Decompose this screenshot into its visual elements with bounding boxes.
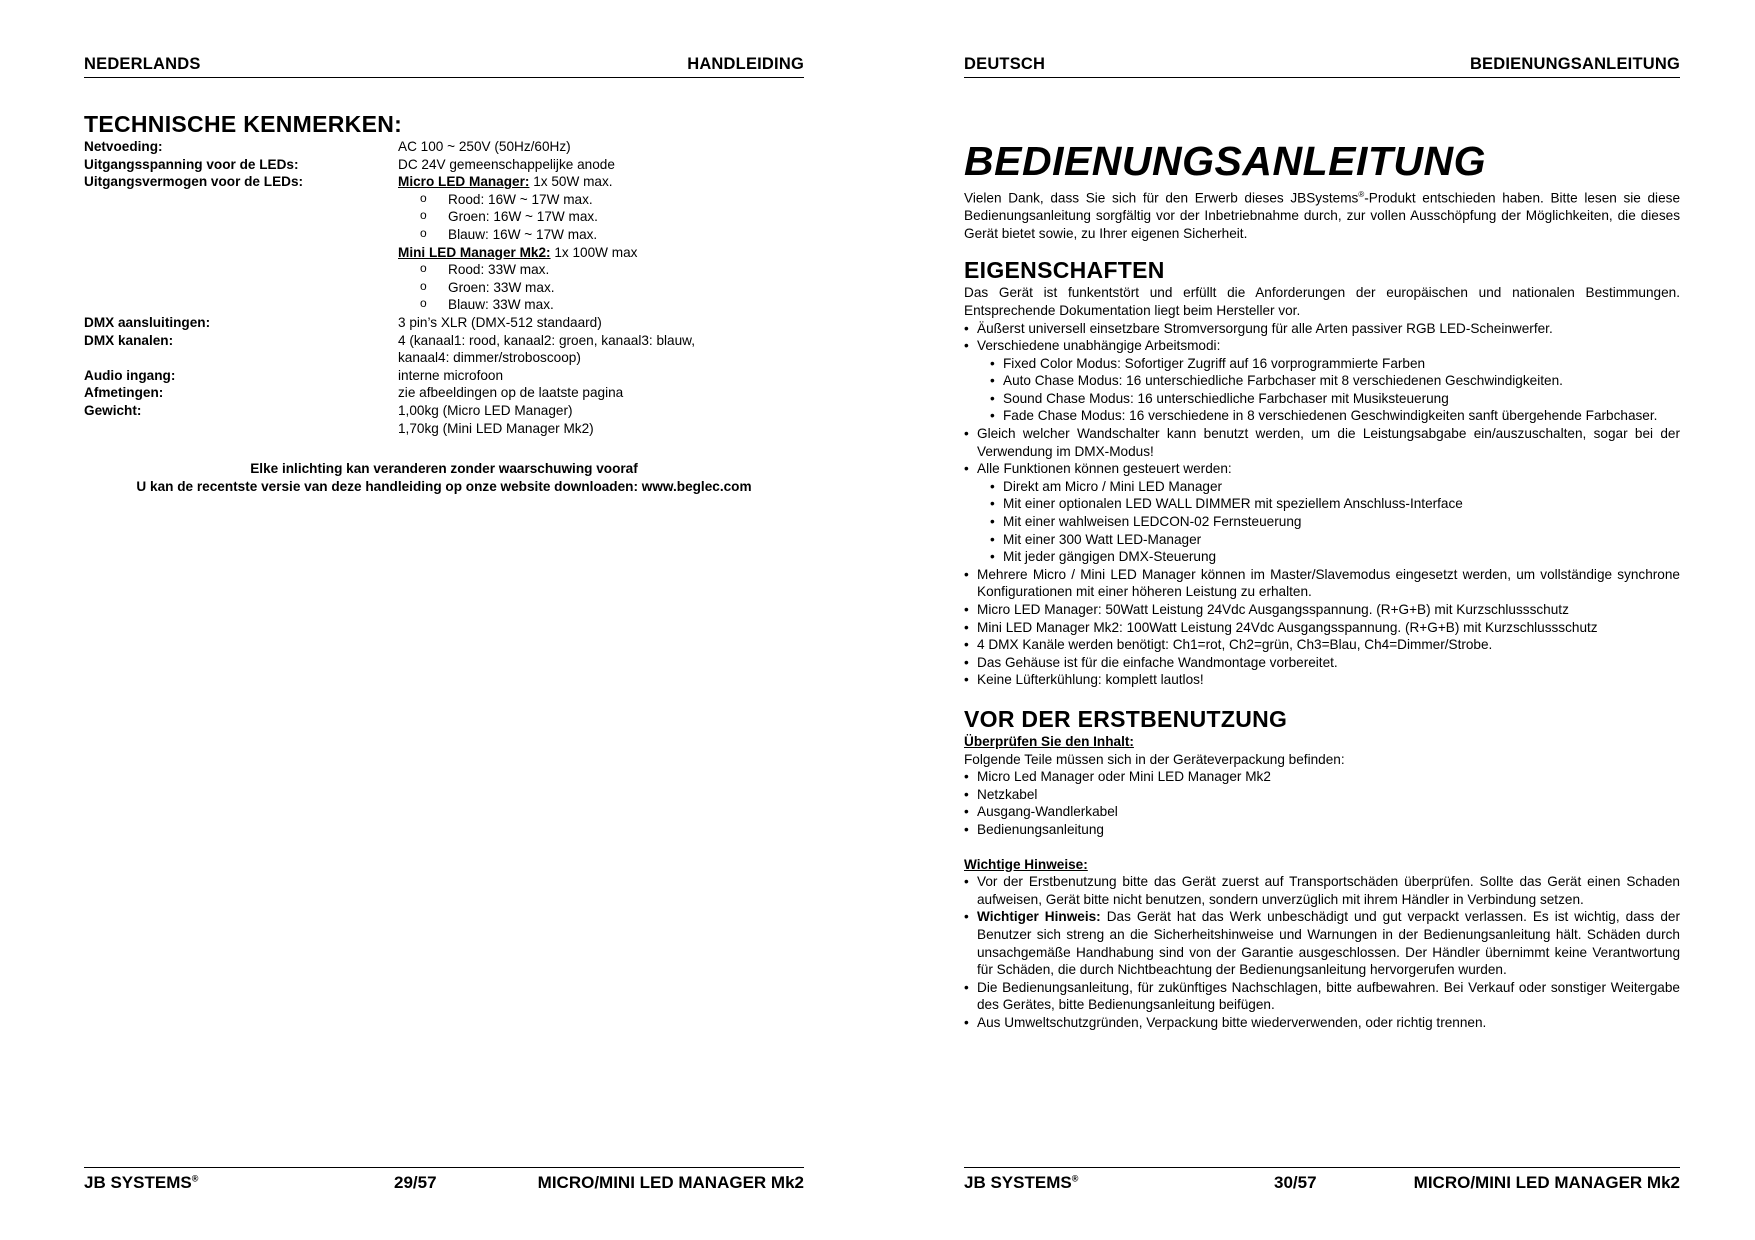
list-item: • Sound Chase Modus: 16 unterschiedliche Farbchaser mit Musiksteuerung bbox=[990, 390, 1680, 408]
spec-row bbox=[84, 156, 804, 174]
list-item: • Gleich welcher Wandschalter kann benutzt werden, um die Leistungsabgabe ein/auszuschalten, sogar bei der Verwendung im DMX-Modus! bbox=[964, 425, 1680, 460]
document-title: BEDIENUNGSANLEITUNG bbox=[964, 138, 1487, 184]
header-language: DEUTSCH bbox=[964, 55, 1046, 73]
list-item: • Direkt am Micro / Mini LED Manager bbox=[990, 478, 1680, 496]
subheading-inhalt: Überprüfen Sie den Inhalt: bbox=[964, 733, 1134, 749]
spec-value: interne microfoon bbox=[398, 367, 504, 383]
list-item bbox=[964, 460, 1680, 566]
list-item: • Ausgang-Wandlerkabel bbox=[964, 803, 1680, 821]
list-item: • Mit jeder gängigen DMX-Steuerung bbox=[990, 548, 1680, 566]
list-item: • Micro LED Manager: 50Watt Leistung 24Vdc Ausgangsspannung. (R+G+B) mit Kurzschlussschutz bbox=[964, 601, 1680, 619]
footer-page-number: 29/57 bbox=[394, 1173, 437, 1192]
page-header bbox=[84, 55, 804, 78]
update-notice bbox=[84, 460, 804, 495]
list-item: • Die Bedienungsanleitung, für zukünftiges Nachschlagen, bitte aufbewahren. Bei Verkauf oder sonstiger Weitergabe des Gerätes, bitte Bedienungsanleitung beifügen. bbox=[964, 979, 1680, 1014]
spec-label: DMX kanalen: bbox=[84, 332, 174, 348]
list-item: • Micro Led Manager oder Mini LED Manager Mk2 bbox=[964, 768, 1680, 786]
spec-value bbox=[398, 173, 804, 314]
spec-value: DC 24V gemeenschappelijke anode bbox=[398, 156, 615, 172]
spec-label: Uitgangsvermogen voor de LEDs: bbox=[84, 174, 304, 190]
footer-brand-text: JB SYSTEMS bbox=[964, 1173, 1072, 1192]
spec-row bbox=[84, 173, 804, 314]
spec-value: zie afbeeldingen op de laatste pagina bbox=[398, 385, 624, 401]
list-item: • Vor der Erstbenutzung bitte das Gerät zuerst auf Transportschäden überprüfen. Sollte das Gerät einen Schaden aufweisen, Gerät bitte nicht benutzen, sondern unverzüglich mit ihrem Händler in Verbindung setzen. bbox=[964, 873, 1680, 908]
important-note-label: Wichtiger Hinweis: bbox=[977, 909, 1101, 925]
spec-row bbox=[84, 384, 804, 402]
modes-list bbox=[964, 355, 1680, 425]
page-header bbox=[964, 55, 1680, 78]
list-item: o Blauw: 33W max. bbox=[420, 296, 804, 314]
registered-mark: ® bbox=[1358, 190, 1365, 199]
spec-row bbox=[84, 402, 804, 437]
spec-value bbox=[398, 402, 804, 437]
spec-row bbox=[84, 138, 804, 156]
list-item-text: Das Gerät hat das Werk unbeschädigt und gut verpackt verlassen. Es ist wichtig, dass der Benutzer sich streng an die Sicherheitshinweise und Warnungen in der Bedienungsanleitung hält. Schäden durch unsachgemäße Handhabung sind von der Garantie ausgeschlossen. Der Händler übernimmt keine Verantwortung für Schäden, die durch Nichtbeachtung der Bedienungsanleitung hervorgerufen wurden. bbox=[977, 909, 1680, 978]
list-item: o Rood: 16W ~ 17W max. bbox=[420, 191, 804, 209]
list-item: • 4 DMX Kanäle werden benötigt: Ch1=rot, Ch2=grün, Ch3=Blau, Ch4=Dimmer/Strobe. bbox=[964, 636, 1680, 654]
footer-brand-text: JB SYSTEMS bbox=[84, 1173, 192, 1192]
specs-section bbox=[84, 110, 804, 437]
section-title-vor-der-erstbenutzung: VOR DER ERSTBENUTZUNG bbox=[964, 705, 1288, 732]
micro-channel-list bbox=[398, 191, 804, 244]
list-item: • Bedienungsanleitung bbox=[964, 821, 1680, 839]
spec-value-line: 1,70kg (Mini LED Manager Mk2) bbox=[398, 420, 594, 436]
list-item: • Mini LED Manager Mk2: 100Watt Leistung 24Vdc Ausgangsspannung. (R+G+B) mit Kurzschlussschutz bbox=[964, 619, 1680, 637]
mini-channel-list bbox=[398, 261, 804, 314]
spec-value: 3 pin’s XLR (DMX-512 standaard) bbox=[398, 314, 602, 330]
spec-label: Netvoeding: bbox=[84, 139, 163, 154]
notice-line-website: U kan de recentste versie van deze handleiding op onze website downloaden: www.beglec.com bbox=[136, 478, 752, 494]
spec-label: Gewicht: bbox=[84, 402, 142, 418]
eigenschaften-intro: Das Gerät ist funkentstört und erfüllt die Anforderungen der europäischen und nationalen Bestimmungen. Entsprechende Dokumentation liegt beim Hersteller vor. bbox=[964, 285, 1680, 318]
registered-mark: ® bbox=[191, 1173, 199, 1184]
features-list bbox=[964, 320, 1680, 689]
page-footer bbox=[84, 1167, 804, 1192]
intro-text: Vielen Dank, dass Sie sich für den Erwerb dieses JBSystems bbox=[964, 190, 1359, 206]
list-item: • Mit einer optionalen LED WALL DIMMER mit speziellem Anschluss-Interface bbox=[990, 495, 1680, 513]
header-title: HANDLEIDING bbox=[687, 55, 804, 73]
manual-content bbox=[964, 138, 1680, 1031]
list-item: • Das Gehäuse ist für die einfache Wandmontage vorbereitet. bbox=[964, 654, 1680, 672]
intro-paragraph bbox=[964, 186, 1680, 242]
list-item: o Groen: 33W max. bbox=[420, 279, 804, 297]
right-page bbox=[964, 0, 1680, 1240]
footer-brand bbox=[964, 1173, 1078, 1193]
micro-led-manager-name: Micro LED Manager: bbox=[398, 174, 530, 190]
mini-led-manager-value: 1x 100W max bbox=[550, 244, 638, 260]
spec-label: DMX aansluitingen: bbox=[84, 314, 211, 330]
header-language: NEDERLANDS bbox=[84, 55, 201, 73]
list-item: o Rood: 33W max. bbox=[420, 261, 804, 279]
list-item: • Mit einer 300 Watt LED-Manager bbox=[990, 531, 1680, 549]
list-item: o Blauw: 16W ~ 17W max. bbox=[420, 226, 804, 244]
spec-label: Afmetingen: bbox=[84, 385, 164, 401]
important-notes-list bbox=[964, 873, 1680, 1031]
page-footer bbox=[964, 1167, 1680, 1192]
left-page bbox=[84, 0, 804, 1240]
section-title: TECHNISCHE KENMERKEN: bbox=[84, 111, 403, 137]
footer-product: MICRO/MINI LED MANAGER Mk2 bbox=[1413, 1173, 1680, 1192]
header-title: BEDIENUNGSANLEITUNG bbox=[1469, 55, 1680, 73]
spec-value-line: 4 (kanaal1: rood, kanaal2: groen, kanaal3: blauw, bbox=[398, 332, 696, 348]
spec-value bbox=[398, 332, 804, 367]
list-item-text: Verschiedene unabhängige Arbeitsmodi: bbox=[977, 338, 1221, 354]
list-item bbox=[964, 908, 1680, 978]
footer-page-number: 30/57 bbox=[1274, 1173, 1317, 1192]
list-item: • Aus Umweltschutzgründen, Verpackung bitte wiederverwenden, oder richtig trennen. bbox=[964, 1014, 1680, 1032]
intro-text: -Produkt entschieden haben. Bitte lesen sie diese Bedienungsanleitung sorgfältig vor der Inbetriebnahme durch, zur vollen Ausschöpfung der Möglichkeiten, die dieses Gerät bietet sowie, zu Ihrer eigenen Sicherheit. bbox=[964, 190, 1680, 241]
list-item: • Äußerst universell einsetzbare Stromversorgung für alle Arten passiver RGB LED-Scheinwerfer. bbox=[964, 320, 1680, 338]
list-item: • Keine Lüfterkühlung: komplett lautlos! bbox=[964, 671, 1680, 689]
list-item: o Groen: 16W ~ 17W max. bbox=[420, 208, 804, 226]
list-item-text: Alle Funktionen können gesteuert werden: bbox=[977, 461, 1232, 477]
spec-value-line: kanaal4: dimmer/stroboscoop) bbox=[398, 350, 581, 366]
list-item: • Mit einer wahlweisen LEDCON-02 Fernsteuerung bbox=[990, 513, 1680, 531]
list-item: • Fixed Color Modus: Sofortiger Zugriff auf 16 vorprogrammierte Farben bbox=[990, 355, 1680, 373]
spec-row bbox=[84, 367, 804, 385]
section-title-eigenschaften: EIGENSCHAFTEN bbox=[964, 257, 1165, 284]
registered-mark: ® bbox=[1071, 1173, 1079, 1184]
footer-brand bbox=[84, 1173, 198, 1193]
footer-product: MICRO/MINI LED MANAGER Mk2 bbox=[537, 1173, 804, 1192]
control-list bbox=[964, 478, 1680, 566]
list-item: • Fade Chase Modus: 16 verschiedene in 8 verschiedenen Geschwindigkeiten sanft übergehende Farbchaser. bbox=[990, 407, 1680, 425]
spec-value: AC 100 ~ 250V (50Hz/60Hz) bbox=[398, 139, 571, 154]
spec-label: Uitgangsspanning voor de LEDs: bbox=[84, 156, 299, 172]
list-item: • Mehrere Micro / Mini LED Manager können im Master/Slavemodus eingesetzt werden, um vollständige synchrone Konfigurationen mit einer höheren Leistung zu erhalten. bbox=[964, 566, 1680, 601]
spec-label: Audio ingang: bbox=[84, 367, 176, 383]
subheading-hinweise: Wichtige Hinweise: bbox=[964, 856, 1088, 872]
list-item: • Netzkabel bbox=[964, 786, 1680, 804]
micro-led-manager-value: 1x 50W max. bbox=[529, 174, 613, 190]
inhalt-intro: Folgende Teile müssen sich in der Geräteverpackung befinden: bbox=[964, 751, 1345, 767]
spec-row bbox=[84, 314, 804, 332]
list-item: • Auto Chase Modus: 16 unterschiedliche Farbchaser mit 8 verschiedenen Geschwindigkeiten. bbox=[990, 372, 1680, 390]
notice-line: Elke inlichting kan veranderen zonder waarschuwing vooraf bbox=[250, 461, 638, 476]
package-contents-list bbox=[964, 768, 1680, 838]
mini-led-manager-name: Mini LED Manager Mk2: bbox=[398, 244, 551, 260]
spec-value-line: 1,00kg (Micro LED Manager) bbox=[398, 402, 573, 418]
spec-row bbox=[84, 332, 804, 367]
list-item bbox=[964, 337, 1680, 425]
